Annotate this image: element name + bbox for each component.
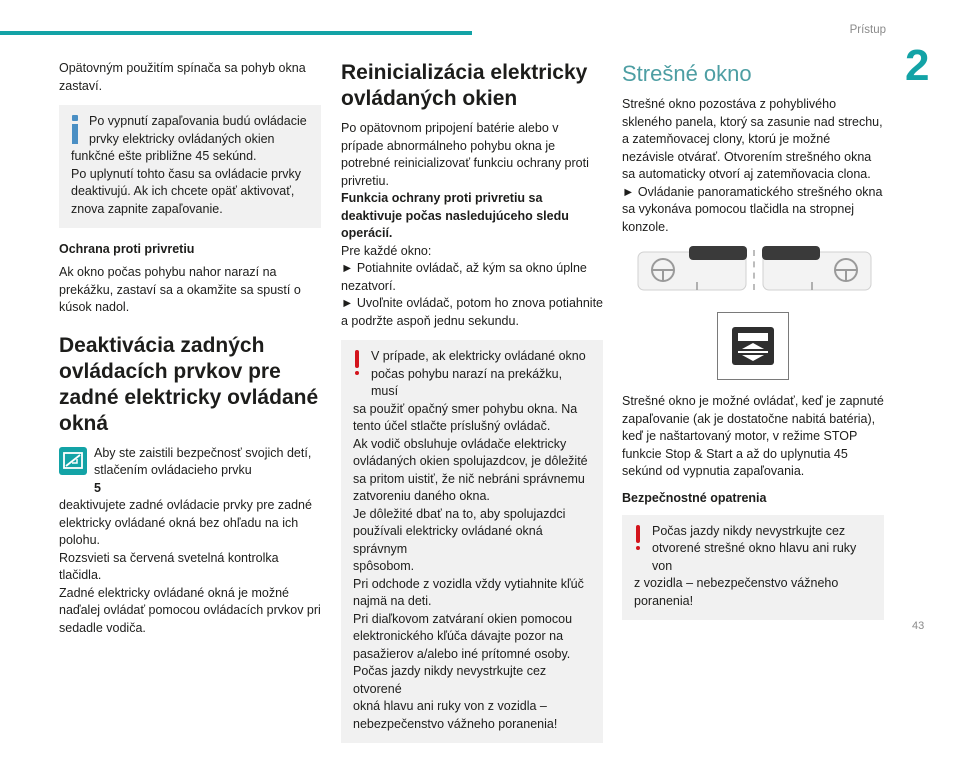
page-number: 43: [912, 620, 925, 632]
anti-pinch-text: Ak okno počas pohybu nahor narazí na prekážku, zastaví sa a okamžite sa spustí o kúsok nadol.: [59, 265, 301, 314]
sunroof-switch: [717, 312, 789, 380]
reinit-intro: Po opätovnom pripojení batérie alebo v prípade abnormálneho pohybu okna je potrebné reinicializovať funkciu ochrany proti privretiu.: [341, 121, 589, 188]
figure-divider: [753, 250, 755, 290]
header-accent-bar: [0, 31, 472, 35]
sunroof-switch-icon: [718, 313, 788, 379]
column-2: [341, 60, 603, 757]
intro-paragraph: Opätovným použitím spínača sa pohyb okna zastaví.: [59, 61, 306, 93]
step-2: ► Uvoľnite ovládač, potom ho znova potiahnite a podržte aspoň jednu sekundu.: [341, 296, 604, 328]
reinit-bold: Funkcia ochrany proti privretiu sa deaktivuje počas nasledujúceho sledu operácií.: [341, 191, 569, 240]
sunroof-intro: Strešné okno pozostáva z pohyblivého skleného panela, ktorý sa zasunie nad strechu, a zatemňovacej clony, ktorú je možné nezávisle otvárať. Otvorením strešného okna sa automaticky otvorí aj zatemňovacia clona.: [622, 97, 883, 181]
step-1: ► Potiahnite ovládač, až kým sa okno úplne nezatvorí.: [341, 261, 587, 293]
left-hand-drive-diagram: [637, 246, 747, 294]
sunroof-figure: [622, 246, 884, 381]
child-lock-icon: [59, 447, 87, 475]
safety-heading: Bezpečnostné opatrenia: [622, 490, 767, 505]
sunroof-operation-text: Strešné okno je možné ovládať, keď je zapnuté zapaľovanie (ak je dostatočne nabitá batéria), keď je naštartovaný motor, v režime STOP funkcie Stop & Start a až do uplynutia 45 sekúnd od vypnutia zapaľovania.: [622, 394, 884, 478]
warning-icon: [353, 350, 361, 375]
info-icon: [71, 115, 79, 145]
deactivation-heading: Deaktivácia zadných ovládacích prvkov pre zadné elektricky ovládané okná: [59, 333, 319, 435]
deactivation-section: Aby ste zaistili bezpečnosť svojich detí, stlačením ovládacieho prvku 5 deaktivujete zadné ovládacie prvky pre zadné elektricky ovládané okná bez ohľadu na ich polohu. Rozsvieti sa červená svetelná kontrolka tlačidla. Zadné elektricky ovládané okná je možné naďalej ovládať pomocou ovládacích prvkov pri sedadle vodiča.: [59, 445, 321, 635]
sunroof-control-text: ► Ovládanie panoramatického strešného okna sa vykonáva pomocou tlačidla na stropnej konzole.: [622, 184, 883, 234]
chapter-number: 2: [905, 41, 930, 90]
sunroof-warning-box: Počas jazdy nikdy nevystrkujte cez otvorené strešné okno hlavu ani ruky von z vozidla – nebezpečenstvo vážneho poranenia!: [622, 515, 884, 621]
warning-icon: [634, 525, 642, 550]
info-box: Po vypnutí zapaľovania budú ovládacie prvky elektricky ovládaných okien funkčné ešte približne 45 sekúnd. Po uplynutí tohto času sa ovládacie prvky deaktivujú. Ak ich chcete opäť aktivovať, znova zapnite zapaľovanie.: [59, 105, 321, 228]
sunroof-heading: Strešné okno: [622, 61, 752, 86]
column-1: [59, 60, 321, 637]
each-window-label: Pre každé okno:: [341, 243, 432, 258]
control-number: 5: [94, 480, 101, 495]
warning-box: V prípade, ak elektricky ovládané okno počas pohybu narazí na prekážku, musí sa použiť opačný smer pohybu okna. Na tento účel stlačte príslušný ovládač. Ak vodič obsluhuje ovládače elektricky ovládaných okien spolujazdcov, je dôležité sa pritom uistiť, že nič nebráni správnemu zatvoreniu daného okna. Je dôležité dbať na to, aby spolujazdci používali elektricky ovládané okná správnym spôsobom. Pri odchode z vozidla vždy vytiahnite kľúč najmä na deti. Pri diaľkovom zatváraní okien pomocou elektronického kľúča dávajte pozor na pasažierov a/alebo iné prítomné osoby. Počas jazdy nikdy nevystrkujte cez otvorené okná hlavu ani ruky von z vozidla – nebezpečenstvo vážneho poranenia!: [341, 340, 603, 743]
reinit-heading: Reinicializácia elektricky ovládaných okien: [341, 61, 588, 110]
column-3: [622, 60, 884, 634]
right-hand-drive-diagram: [762, 246, 872, 294]
section-title: Prístup: [849, 24, 886, 36]
anti-pinch-heading: Ochrana proti privretiu: [59, 242, 195, 256]
